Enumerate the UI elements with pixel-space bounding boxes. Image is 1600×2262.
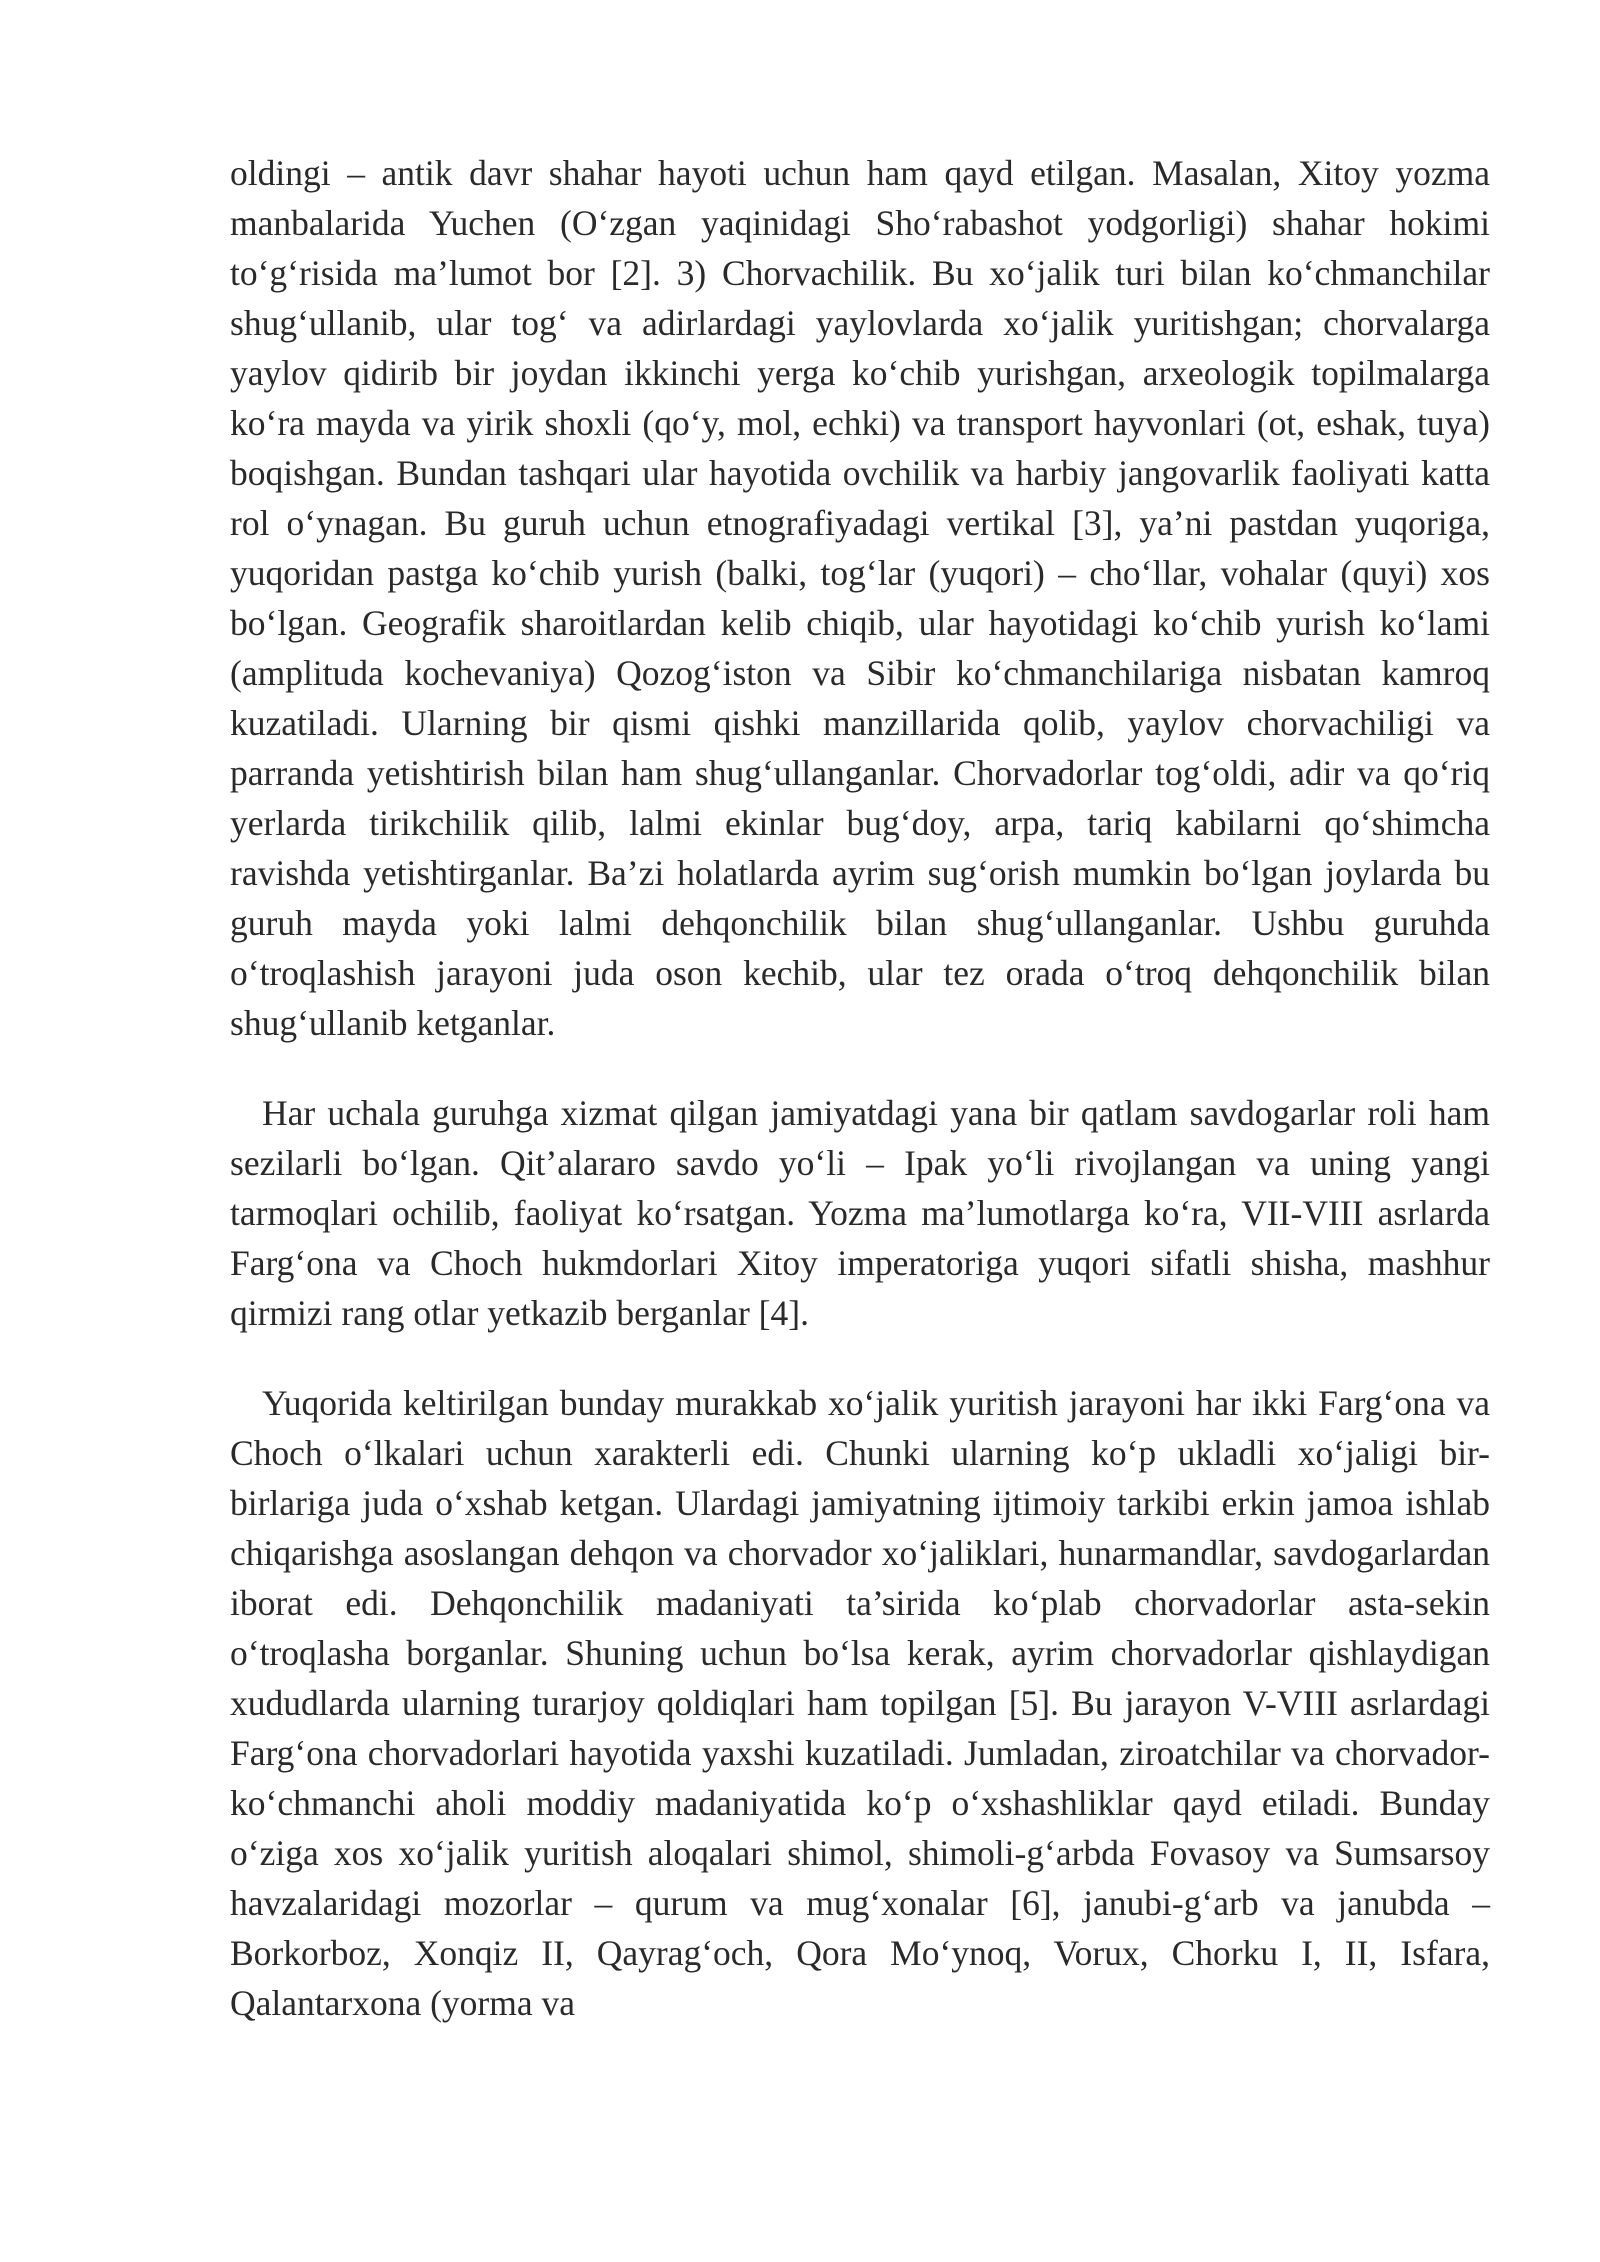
paragraph-merchants: Har uchala guruhga xizmat qilgan jamiyatdagi yana bir qatlam savdogarlar roli ham sezilarli bo‘lgan. Qit’alararo savdo yo‘li – Ipak yo‘li rivojlangan va uning yangi tarmoqlari ochilib, faoliyat ko‘rsatgan. Yozma ma’lumotlarga ko‘ra, VII-VIII asrlarda Farg‘ona va Choch hukmdorlari Xitoy imperatoriga yuqori sifatli shisha, mashhur qirmizi rang otlar yetkazib berganlar [4]. bbox=[230, 1093, 1490, 1333]
paragraph-economy: Yuqorida keltirilgan bunday murakkab xo‘jalik yuritish jarayoni har ikki Farg‘ona va Choch o‘lkalari uchun xarakterli edi. Chunki ularning ko‘p ukladli xo‘jaligi bir- birlariga juda o‘xshab ketgan. Ulardagi jamiyatning ijtimoiy tarkibi erkin jamoa ishlab chiqarishga asoslangan dehqon va chorvador xo‘jaliklari, hunarmandlar, savdogarlardan iborat edi. Dehqonchilik madaniyati ta’sirida ko‘plab chorvadorlar asta-sekin o‘troqlasha borganlar. Shuning uchun bo‘lsa kerak, ayrim chorvadorlar qishlaydigan xududlarda ularning turarjoy qoldiqlari ham topilgan [5]. Bu jarayon V-VIII asrlardagi Farg‘ona chorvadorlari hayotida yaxshi kuzatiladi. Jumladan, ziroatchilar va chorvador-ko‘chmanchi aholi moddiy madaniyatida ko‘p o‘xshashliklar qayd etiladi. Bunday o‘ziga xos xo‘jalik yuritish aloqalari shimol, shimoli-g‘arbda Fovasoy va Sumsarsoy havzalaridagi mozorlar – qurum va mug‘xonalar [6], janubi-g‘arb va janubda – Borkorboz, Xonqiz II, Qayrag‘och, Qora Mo‘ynoq, Vorux, Chorku I, II, Isfara, Qalantarxona (yorma va bbox=[230, 1383, 1490, 2023]
document-page bbox=[230, 148, 1490, 2028]
paragraph-continuation: oldingi – antik davr shahar hayoti uchun ham qayd etilgan. Masalan, Xitoy yozma manbalarida Yuchen (O‘zgan yaqinidagi Sho‘rabashot yodgorligi) shahar hokimi to‘g‘risida ma’lumot bor [2]. 3) Chorvachilik. Bu xo‘jalik turi bilan ko‘chmanchilar shug‘ullanib, ular tog‘ va adirlardagi yaylovlarda xo‘jalik yuritishgan; chorvalarga yaylov qidirib bir joydan ikkinchi yerga ko‘chib yurishgan, arxeologik topilmalarga ko‘ra mayda va yirik shoxli (qo‘y, mol, echki) va transport hayvonlari (ot, eshak, tuya) boqishgan. Bundan tashqari ular hayotida ovchilik va harbiy jangovarlik faoliyati katta rol o‘ynagan. Bu guruh uchun etnografiyadagi vertikal [3], ya’ni pastdan yuqoriga, yuqoridan pastga ko‘chib yurish (balki, tog‘lar (yuqori) – cho‘llar, vohalar (quyi) xos bo‘lgan. Geografik sharoitlardan kelib chiqib, ular hayotidagi ko‘chib yurish ko‘lami (amplituda kochevaniya) Qozog‘iston va Sibir ko‘chmanchilariga nisbatan kamroq kuzatiladi. Ularning bir qismi qishki manzillarida qolib, yaylov chorvachiligi va parranda yetishtirish bilan ham shug‘ullanganlar. Chorvadorlar tog‘oldi, adir va qo‘riq yerlarda tirikchilik qilib, lalmi ekinlar bug‘doy, arpa, tariq kabilarni qo‘shimcha ravishda yetishtirganlar. Ba’zi holatlarda ayrim sug‘orish mumkin bo‘lgan joylarda bu guruh mayda yoki lalmi dehqonchilik bilan shug‘ullanganlar. Ushbu guruhda o‘troqlashish jarayoni juda oson kechib, ular tez orada o‘troq dehqonchilik bilan shug‘ullanib ketganlar. bbox=[230, 153, 1490, 1043]
